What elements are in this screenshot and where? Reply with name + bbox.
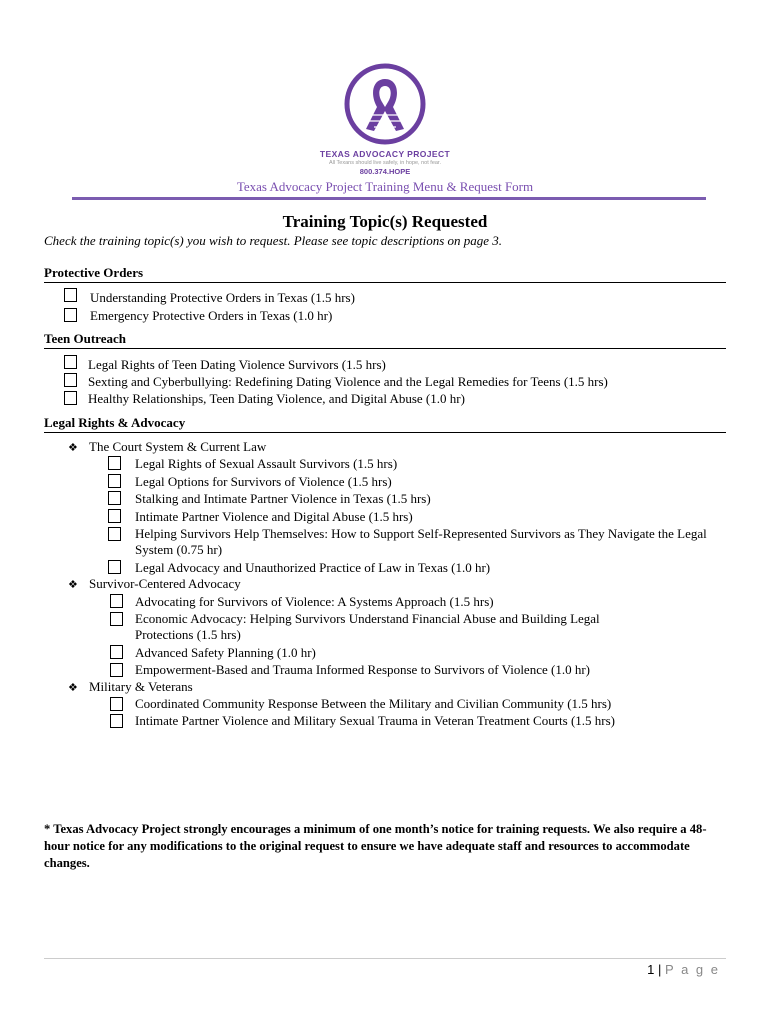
- checkbox-trauma-informed-response[interactable]: [110, 663, 123, 677]
- page-label: P a g e: [665, 962, 720, 977]
- section-heading-teen-outreach: Teen Outreach: [44, 331, 726, 349]
- topic-label: Emergency Protective Orders in Texas (1.0 hr): [90, 308, 333, 323]
- topic-label: Coordinated Community Response Between the Military and Civilian Community (1.5 hrs): [135, 696, 612, 711]
- diamond-bullet-icon: ❖: [68, 442, 78, 454]
- instructions-text: Check the training topic(s) you wish to request. Please see topic descriptions on page 3.: [44, 233, 503, 248]
- page-number: [647, 962, 720, 977]
- checkbox-unauthorized-practice[interactable]: [108, 560, 121, 574]
- footer-divider: [44, 958, 726, 959]
- logo-phone: 800.374.HOPE: [359, 167, 411, 176]
- topic-label: Legal Options for Survivors of Violence (1.5 hrs): [135, 474, 392, 489]
- checkbox-advanced-safety-planning[interactable]: [110, 645, 123, 659]
- logo-tagline: All Texans should live safely, in hope, not fear.: [328, 160, 441, 166]
- topic-label: Economic Advocacy: Helping Survivors Understand Financial Abuse and Building Legal Protections (1.5 hrs): [135, 611, 600, 642]
- section-heading-protective-orders: Protective Orders: [44, 265, 726, 283]
- checkbox-legal-options[interactable]: [108, 474, 121, 488]
- form-title: Texas Advocacy Project Training Menu & Request Form: [236, 179, 534, 194]
- checkbox-stalking-ipv[interactable]: [108, 491, 121, 505]
- topic-label: Healthy Relationships, Teen Dating Violence, and Digital Abuse (1.0 hr): [88, 391, 465, 406]
- checkbox-coordinated-community-response[interactable]: [110, 697, 123, 711]
- subsection-label: Military & Veterans: [89, 679, 193, 694]
- diamond-bullet-icon: ❖: [68, 682, 78, 694]
- page-number-value: 1: [647, 962, 655, 977]
- checkbox-understanding-protective-orders[interactable]: [64, 288, 77, 302]
- checkbox-self-represented-survivors[interactable]: [108, 527, 121, 541]
- topic-label: Intimate Partner Violence and Digital Abuse (1.5 hrs): [135, 509, 413, 524]
- page-separator: |: [658, 962, 662, 977]
- logo-org-name: TEXAS ADVOCACY PROJECT: [319, 149, 451, 159]
- subsection-label: The Court System & Current Law: [89, 439, 267, 454]
- topic-label: Stalking and Intimate Partner Violence in Texas (1.5 hrs): [135, 491, 431, 506]
- topic-label: Legal Advocacy and Unauthorized Practice of Law in Texas (1.0 hr): [135, 560, 491, 575]
- page-title: Training Topic(s) Requested: [282, 212, 488, 231]
- notice-text: * Texas Advocacy Project strongly encourages a minimum of one month’s notice for training requests. We also require a 48-hour notice for any modifications to the original request to ensure we have adequate staff and resources to accommodate changes.: [44, 822, 707, 870]
- checkbox-teen-dating-rights[interactable]: [64, 355, 77, 369]
- topic-label: Understanding Protective Orders in Texas (1.5 hrs): [90, 290, 355, 305]
- topic-label: Advocating for Survivors of Violence: A Systems Approach (1.5 hrs): [135, 594, 494, 609]
- topic-label: Sexting and Cyberbullying: Redefining Dating Violence and the Legal Remedies for Teens (1.5 hrs): [88, 374, 608, 389]
- purple-ribbon-icon: [344, 63, 426, 145]
- checkbox-economic-advocacy[interactable]: [110, 612, 123, 626]
- header-divider: [72, 197, 706, 200]
- checkbox-veteran-treatment-courts[interactable]: [110, 714, 123, 728]
- checkbox-systems-approach[interactable]: [110, 594, 123, 608]
- topic-label: Helping Survivors Help Themselves: How to Support Self-Represented Survivors as They Navigate the Legal System (0.75 hr): [135, 526, 707, 557]
- checkbox-healthy-relationships[interactable]: [64, 391, 77, 405]
- checkbox-sexting-cyberbullying[interactable]: [64, 373, 77, 387]
- subsection-court-system: [68, 439, 266, 456]
- subsection-label: Survivor-Centered Advocacy: [89, 576, 241, 591]
- topic-label: Legal Rights of Teen Dating Violence Survivors (1.5 hrs): [88, 357, 386, 372]
- texas-advocacy-project-logo: [318, 63, 452, 176]
- section-heading-legal-rights: Legal Rights & Advocacy: [44, 415, 726, 433]
- subsection-military-veterans: [68, 679, 193, 696]
- topic-label: Legal Rights of Sexual Assault Survivors (1.5 hrs): [135, 456, 398, 471]
- checkbox-ipv-digital-abuse[interactable]: [108, 509, 121, 523]
- topic-label: Empowerment-Based and Trauma Informed Response to Survivors of Violence (1.0 hr): [135, 662, 590, 677]
- topic-label: Advanced Safety Planning (1.0 hr): [135, 645, 316, 660]
- subsection-survivor-centered: [68, 576, 241, 593]
- diamond-bullet-icon: ❖: [68, 579, 78, 591]
- checkbox-sexual-assault-rights[interactable]: [108, 456, 121, 470]
- topic-label: Intimate Partner Violence and Military Sexual Trauma in Veteran Treatment Courts (1.5 hrs): [135, 713, 616, 728]
- checkbox-emergency-protective-orders[interactable]: [64, 308, 77, 322]
